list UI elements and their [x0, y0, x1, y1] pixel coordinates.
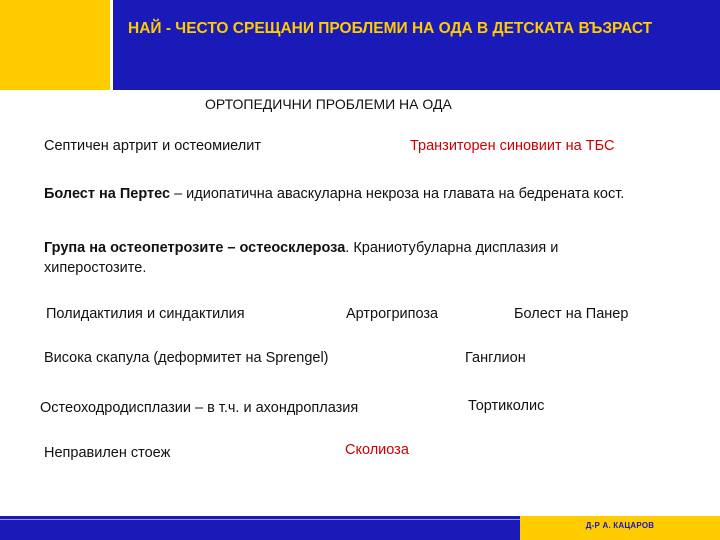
item-torticollis: Тортиколис — [468, 398, 545, 414]
header-divider — [110, 0, 113, 90]
footer-author: Д-Р А. КАЦАРОВ — [585, 521, 655, 530]
item-perthes — [44, 184, 664, 204]
item-improper-stance: Неправилен стоеж — [44, 445, 171, 461]
osteopetrosis-term: Група на остеопетрозите – остеосклероза — [44, 240, 346, 256]
header-bar — [110, 0, 720, 90]
item-polydactyly: Полидактилия и синдактилия — [46, 306, 245, 322]
item-ganglion: Ганглион — [465, 350, 526, 366]
item-arthrogryposis: Артрогрипоза — [346, 306, 439, 322]
slide-title: НАЙ - ЧЕСТО СРЕЩАНИ ПРОБЛЕМИ НА ОДА В ДЕТСКАТА ВЪЗРАСТ — [128, 20, 653, 37]
perthes-description: – идиопатична аваскуларна некроза на главата на бедрената кост. — [170, 186, 625, 202]
item-osteopetrosis — [44, 238, 664, 278]
perthes-term: Болест на Пертес — [44, 186, 171, 202]
item-osteochondrodysplasia: Остеоходродисплазии – в т.ч. и ахондроплазия — [40, 400, 359, 416]
header-yellow-block — [0, 0, 110, 90]
item-septic-arthritis: Септичен артрит и остеомиелит — [44, 138, 261, 154]
item-scoliosis: Сколиоза — [345, 442, 409, 458]
item-sprengel-scapula: Висока скапула (деформитет на Sprengel) — [44, 350, 329, 366]
footer-highlight-line — [0, 519, 520, 520]
osteopetrosis-description: . Краниотубуларна дисплазия и хиперостозите. — [44, 240, 559, 276]
item-panner-disease: Болест на Панер — [514, 306, 629, 322]
section-subtitle: ОРТОПЕДИЧНИ ПРОБЛЕМИ НА ОДА — [205, 96, 452, 112]
item-transient-synovitis: Транзиторен синовиит на ТБС — [410, 138, 615, 154]
